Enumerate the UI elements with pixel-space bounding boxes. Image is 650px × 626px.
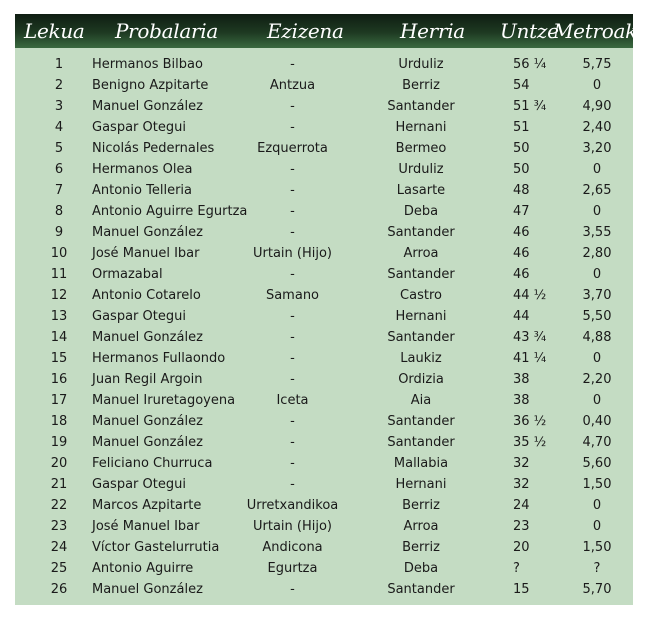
table-row (15, 264, 633, 285)
cell-metroak: 5,60 (582, 456, 612, 471)
cell-untze: 46 (513, 225, 530, 240)
cell-probalaria: Gaspar Otegui (92, 120, 186, 135)
header-metroak: Metroak (553, 19, 637, 43)
cell-herria: Lasarte (396, 183, 446, 198)
cell-metroak: 0 (592, 393, 602, 408)
cell-untze: 41 ¼ (513, 351, 547, 366)
table-row (15, 159, 633, 180)
cell-untze: 23 (513, 519, 530, 534)
cell-probalaria: Manuel González (92, 225, 203, 240)
cell-probalaria: Gaspar Otegui (92, 309, 186, 324)
cell-untze: 36 ½ (513, 414, 547, 429)
cell-ezizena: - (290, 204, 295, 219)
cell-lekua: 6 (54, 162, 64, 177)
cell-lekua: 17 (50, 393, 68, 408)
table-row (15, 474, 633, 495)
table-row (15, 138, 633, 159)
cell-probalaria: Manuel González (92, 435, 203, 450)
cell-ezizena: Urretxandikoa (246, 498, 339, 513)
cell-untze: 43 ¾ (513, 330, 547, 345)
cell-probalaria: Hermanos Fullaondo (92, 351, 226, 366)
table-row (15, 306, 633, 327)
table-row (15, 579, 633, 600)
cell-lekua: 24 (50, 540, 68, 555)
cell-lekua: 13 (50, 309, 68, 324)
cell-ezizena: - (290, 351, 295, 366)
table-row (15, 537, 633, 558)
cell-lekua: 19 (50, 435, 68, 450)
table-row (15, 453, 633, 474)
cell-untze: 38 (513, 372, 530, 387)
table-row (15, 201, 633, 222)
cell-herria: Bermeo (395, 141, 447, 156)
cell-metroak: 4,70 (582, 435, 612, 450)
cell-probalaria: Antonio Aguirre Egurtza (92, 204, 248, 219)
cell-lekua: 25 (50, 561, 68, 576)
cell-lekua: 14 (50, 330, 68, 345)
header-lekua: Lekua (24, 19, 85, 43)
header-untze: Untze (500, 19, 559, 43)
cell-ezizena: - (290, 582, 295, 597)
cell-herria: Arroa (403, 246, 439, 261)
cell-herria: Santander (387, 267, 455, 282)
cell-probalaria: Hermanos Bilbao (92, 57, 203, 72)
table-row (15, 117, 633, 138)
cell-untze: 51 (513, 120, 530, 135)
cell-metroak: 0 (592, 204, 602, 219)
cell-probalaria: Víctor Gastelurrutia (92, 540, 220, 555)
cell-ezizena: - (290, 225, 295, 240)
cell-lekua: 26 (50, 582, 68, 597)
cell-ezizena: - (290, 99, 295, 114)
cell-ezizena: Samano (265, 288, 320, 303)
cell-ezizena: - (290, 477, 295, 492)
cell-untze: 38 (513, 393, 530, 408)
table-row (15, 96, 633, 117)
cell-herria: Deba (403, 204, 439, 219)
cell-metroak: 3,70 (582, 288, 612, 303)
cell-metroak: 2,40 (582, 120, 612, 135)
cell-lekua: 5 (54, 141, 64, 156)
cell-probalaria: Ormazabal (92, 267, 163, 282)
table-row (15, 411, 633, 432)
cell-untze: 56 ¼ (513, 57, 547, 72)
table-row (15, 222, 633, 243)
cell-ezizena: Antzua (269, 78, 316, 93)
cell-untze: 48 (513, 183, 530, 198)
cell-ezizena: - (290, 456, 295, 471)
cell-metroak: 5,50 (582, 309, 612, 324)
cell-herria: Arroa (403, 519, 439, 534)
cell-herria: Berriz (402, 540, 440, 555)
cell-herria: Aia (410, 393, 432, 408)
cell-lekua: 23 (50, 519, 68, 534)
cell-untze: 20 (513, 540, 530, 555)
cell-untze: 46 (513, 267, 530, 282)
cell-probalaria: Antonio Aguirre (92, 561, 194, 576)
cell-metroak: 3,20 (582, 141, 612, 156)
cell-lekua: 8 (54, 204, 64, 219)
table-row (15, 285, 633, 306)
table-row (15, 180, 633, 201)
cell-probalaria: Manuel González (92, 99, 203, 114)
header-herria: Herria (400, 19, 465, 43)
cell-lekua: 9 (54, 225, 64, 240)
header-probalaria: Probalaria (115, 19, 218, 43)
cell-lekua: 21 (50, 477, 68, 492)
cell-herria: Mallabia (393, 456, 449, 471)
cell-probalaria: José Manuel Ibar (92, 519, 200, 534)
cell-untze: 50 (513, 141, 530, 156)
cell-herria: Hernani (395, 477, 447, 492)
cell-metroak: 3,55 (582, 225, 612, 240)
cell-probalaria: Manuel González (92, 582, 203, 597)
cell-probalaria: Feliciano Churruca (92, 456, 213, 471)
cell-metroak: 5,70 (582, 582, 612, 597)
cell-herria: Urduliz (398, 162, 444, 177)
table-header (15, 14, 637, 48)
cell-lekua: 10 (50, 246, 68, 261)
cell-metroak: 0 (592, 267, 602, 282)
cell-herria: Castro (400, 288, 442, 303)
table-row (15, 558, 633, 579)
cell-ezizena: Iceta (276, 393, 309, 408)
cell-probalaria: Manuel Iruretagoyena (92, 393, 236, 408)
cell-lekua: 4 (54, 120, 64, 135)
cell-ezizena: Urtain (Hijo) (252, 519, 332, 534)
cell-probalaria: Hermanos Olea (92, 162, 193, 177)
cell-untze: 46 (513, 246, 530, 261)
table-body (15, 54, 633, 600)
cell-metroak: 5,75 (582, 57, 612, 72)
cell-ezizena: - (290, 435, 295, 450)
cell-herria: Santander (387, 435, 455, 450)
cell-metroak: 2,80 (582, 246, 612, 261)
cell-ezizena: - (290, 414, 295, 429)
cell-ezizena: - (290, 162, 295, 177)
cell-untze: 32 (513, 456, 530, 471)
cell-probalaria: Marcos Azpitarte (92, 498, 202, 513)
cell-lekua: 16 (50, 372, 68, 387)
cell-untze: 51 ¾ (513, 99, 547, 114)
cell-herria: Deba (403, 561, 439, 576)
cell-metroak: 2,20 (582, 372, 612, 387)
cell-ezizena: Egurtza (267, 561, 318, 576)
table-row (15, 432, 633, 453)
ranking-table (15, 14, 637, 605)
header-ezizena: Ezizena (267, 19, 344, 43)
cell-ezizena: Andicona (262, 540, 323, 555)
cell-untze: 44 ½ (513, 288, 547, 303)
cell-ezizena: - (290, 183, 295, 198)
cell-probalaria: Nicolás Pedernales (92, 141, 215, 156)
table-row (15, 369, 633, 390)
cell-herria: Berriz (402, 498, 440, 513)
cell-lekua: 3 (54, 99, 64, 114)
cell-ezizena: - (290, 309, 295, 324)
cell-probalaria: Antonio Telleria (92, 183, 192, 198)
cell-ezizena: - (290, 330, 295, 345)
table-row (15, 348, 633, 369)
cell-lekua: 11 (50, 267, 68, 282)
cell-herria: Hernani (395, 309, 447, 324)
table-row (15, 390, 633, 411)
cell-metroak: 2,65 (582, 183, 612, 198)
cell-herria: Ordizia (398, 372, 444, 387)
cell-metroak: 4,88 (582, 330, 612, 345)
cell-metroak: 0 (592, 519, 602, 534)
table-row (15, 327, 633, 348)
cell-herria: Urduliz (398, 57, 444, 72)
cell-lekua: 1 (54, 57, 64, 72)
cell-lekua: 7 (54, 183, 64, 198)
cell-metroak: 0 (592, 498, 602, 513)
cell-ezizena: - (290, 57, 295, 72)
cell-herria: Hernani (395, 120, 447, 135)
table-row (15, 243, 633, 264)
cell-herria: Santander (387, 414, 455, 429)
cell-ezizena: Urtain (Hijo) (252, 246, 332, 261)
cell-untze: 54 (513, 78, 530, 93)
cell-probalaria: Manuel González (92, 414, 203, 429)
cell-probalaria: Benigno Azpitarte (92, 78, 209, 93)
cell-probalaria: Antonio Cotarelo (92, 288, 201, 303)
cell-probalaria: Manuel González (92, 330, 203, 345)
cell-metroak: 0,40 (582, 414, 612, 429)
cell-metroak: 1,50 (582, 540, 612, 555)
cell-metroak: 0 (592, 162, 602, 177)
table-row (15, 516, 633, 537)
cell-metroak: ? (593, 561, 601, 576)
cell-ezizena: - (290, 372, 295, 387)
table-row (15, 75, 633, 96)
cell-herria: Santander (387, 99, 455, 114)
cell-lekua: 15 (50, 351, 68, 366)
cell-ezizena: - (290, 267, 295, 282)
cell-herria: Santander (387, 582, 455, 597)
cell-untze: 35 ½ (513, 435, 547, 450)
cell-probalaria: José Manuel Ibar (92, 246, 200, 261)
cell-herria: Santander (387, 330, 455, 345)
cell-probalaria: Gaspar Otegui (92, 477, 186, 492)
cell-untze: 47 (513, 204, 530, 219)
cell-metroak: 0 (592, 78, 602, 93)
cell-untze: 32 (513, 477, 530, 492)
cell-untze: 50 (513, 162, 530, 177)
cell-untze: ? (513, 561, 520, 576)
cell-lekua: 12 (50, 288, 68, 303)
cell-untze: 15 (513, 582, 530, 597)
cell-probalaria: Juan Regil Argoin (92, 372, 203, 387)
cell-herria: Berriz (402, 78, 440, 93)
cell-lekua: 2 (54, 78, 64, 93)
table-row (15, 495, 633, 516)
cell-untze: 44 (513, 309, 530, 324)
cell-herria: Santander (387, 225, 455, 240)
cell-lekua: 18 (50, 414, 68, 429)
cell-lekua: 20 (50, 456, 68, 471)
cell-metroak: 0 (592, 351, 602, 366)
cell-metroak: 4,90 (582, 99, 612, 114)
cell-ezizena: Ezquerrota (257, 141, 328, 156)
cell-untze: 24 (513, 498, 530, 513)
cell-ezizena: - (290, 120, 295, 135)
cell-metroak: 1,50 (582, 477, 612, 492)
table-row (15, 54, 633, 75)
cell-herria: Laukiz (400, 351, 442, 366)
cell-lekua: 22 (50, 498, 68, 513)
